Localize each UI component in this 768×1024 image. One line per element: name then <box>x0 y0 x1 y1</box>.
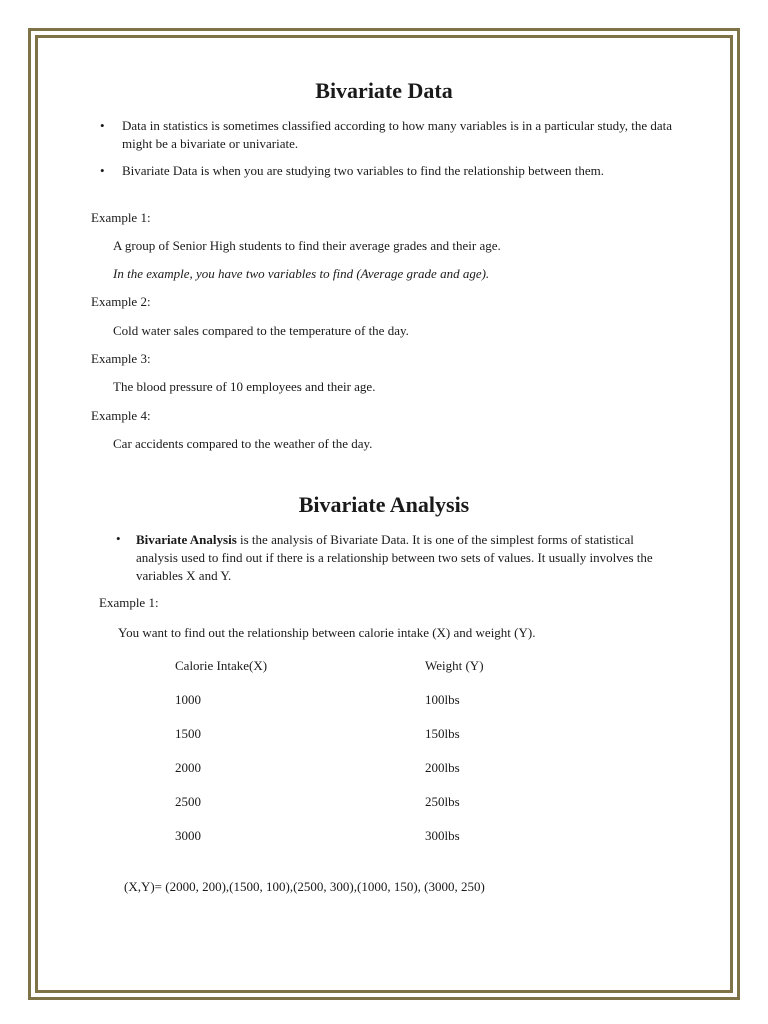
bullet-marker: • <box>116 531 121 546</box>
section-title-bivariate-data: Bivariate Data <box>315 78 453 103</box>
table-header-y: Weight (Y) <box>425 658 484 673</box>
section-title-bivariate-analysis: Bivariate Analysis <box>298 492 470 517</box>
example-note-1 <box>113 265 489 282</box>
table-cell-y: 150lbs <box>425 726 460 741</box>
analysis-example-label: Example 1: <box>99 595 159 610</box>
example-text-3: The blood pressure of 10 employees and their age. <box>113 379 376 394</box>
xy-pairs-line: (X,Y)= (2000, 200),(1500, 100),(2500, 300),(1000, 150), (3000, 250) <box>124 879 485 894</box>
bullet-text-2: Bivariate Data is when you are studying two variables to find the relationship between them. <box>122 163 604 178</box>
bullet-text-analysis <box>136 531 676 585</box>
table-cell-x: 1000 <box>175 692 201 707</box>
bullet-text-1: Data in statistics is sometimes classified according to how many variables is in a particular study, the data might be a bivariate or univariate. <box>122 118 673 151</box>
table-cell-x: 3000 <box>175 828 201 843</box>
table-cell-y: 100lbs <box>425 692 460 707</box>
bullet-bold-term: Bivariate Analysis <box>136 532 237 547</box>
table-cell-y: 200lbs <box>425 760 460 775</box>
bullet-rest-text: is the analysis of Bivariate Data. It is one of the simplest forms of statistical analysis used to find out if there is a relationship between two sets of values. It usually involves the variables X and Y. <box>136 532 653 583</box>
analysis-example-text: You want to find out the relationship between calorie intake (X) and weight (Y). <box>118 625 536 640</box>
example-label-4: Example 4: <box>91 408 151 423</box>
bullet-marker: • <box>100 163 105 178</box>
table-cell-x: 2500 <box>175 794 201 809</box>
bullet-marker: • <box>100 118 105 133</box>
example-label-2: Example 2: <box>91 294 151 309</box>
example-text-1: A group of Senior High students to find their average grades and their age. <box>113 238 501 253</box>
table-cell-x: 1500 <box>175 726 201 741</box>
example-text-4: Car accidents compared to the weather of the day. <box>113 436 373 451</box>
table-cell-y: 300lbs <box>425 828 460 843</box>
table-header-x: Calorie Intake(X) <box>175 658 268 673</box>
example-text-2: Cold water sales compared to the temperature of the day. <box>113 323 409 338</box>
example-note-1-text: In the example, you have two variables to find (Average grade and age). <box>113 266 490 281</box>
example-label-3: Example 3: <box>91 351 151 366</box>
table-cell-x: 2000 <box>175 760 201 775</box>
table-cell-y: 250lbs <box>425 794 460 809</box>
example-label-1: Example 1: <box>91 210 151 225</box>
